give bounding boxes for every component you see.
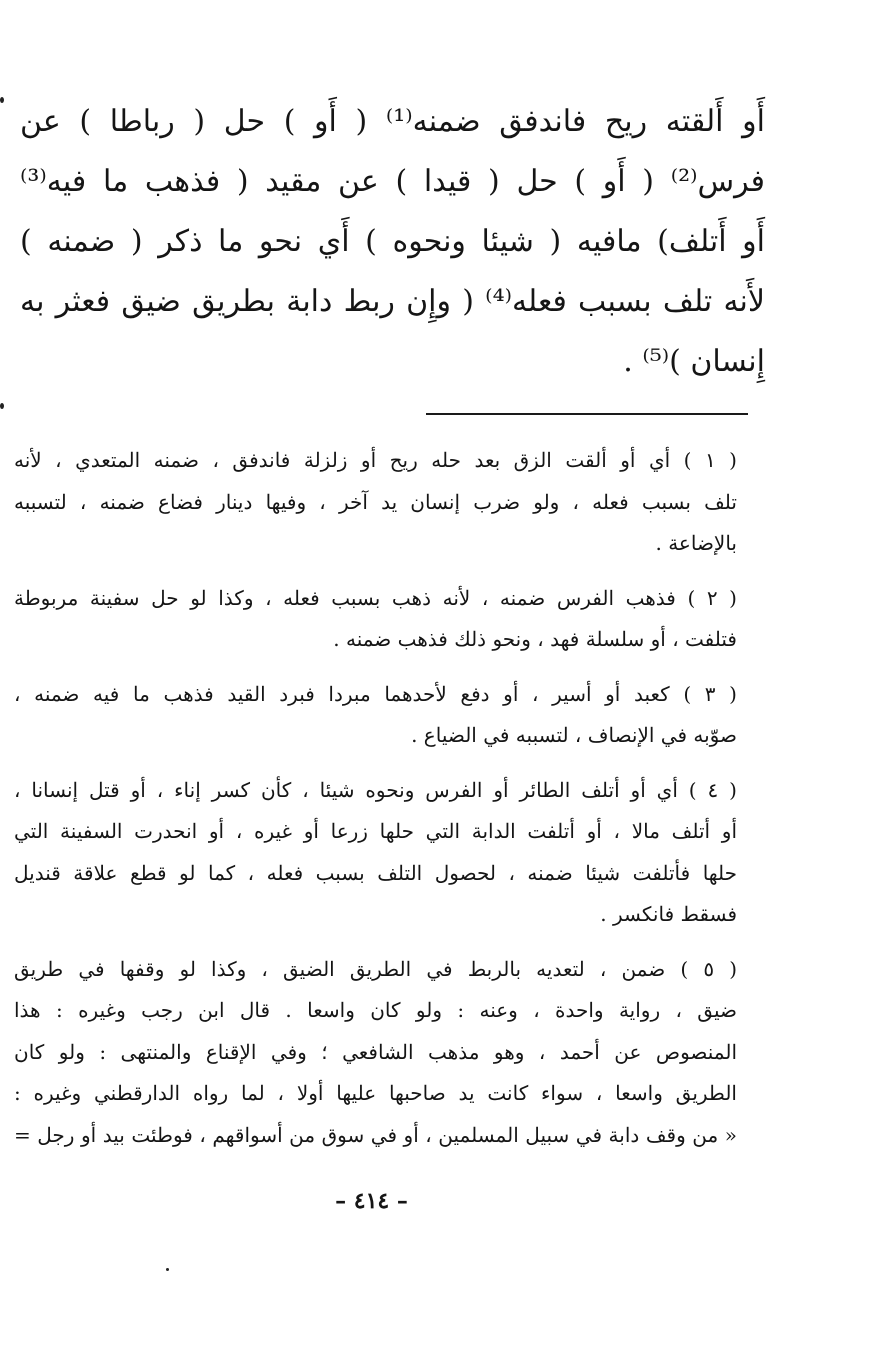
footnote-line: ( ٣ ) كعبد أو أسير ، أو دفع لأحدهما مبردا فبرد القيد فذهب ما فيه ضمنه ، bbox=[14, 681, 737, 706]
footnote-line: ( ٥ ) ضمن ، لتعديه بالربط في الطريق الضيق ، وكذا لو وقفها في طريق bbox=[14, 956, 738, 981]
footnote-line: فسقط فانكسر . bbox=[600, 902, 737, 926]
footnote-line: حلها فأتلفت شيئا ضمنه ، لحصول التلف بسبب فعله ، كما لو قطع علاقة قنديل bbox=[14, 860, 737, 885]
footnote-1 bbox=[14, 440, 737, 565]
footnote-line: ( ٢ ) فذهب الفرس ضمنه ، لأنه ذهب بسبب فعله ، وكذا لو حل سفينة مربوطة bbox=[14, 585, 737, 610]
scan-speck bbox=[0, 97, 4, 103]
footnote-line: الطريق واسعا ، سواء كانت يد صاحبها عليها أولا ، لما رواه الدارقطني وغيره : bbox=[14, 1081, 737, 1105]
footnote-line: بالإضاعة . bbox=[655, 531, 737, 555]
scan-speck bbox=[166, 1268, 169, 1271]
footnote-line: المنصوص عن أحمد ، وهو مذهب الشافعي ؛ وفي الإقناع والمنتهى : ولو كان bbox=[14, 1039, 737, 1064]
main-text-line: أَو أَلقته ريح فاندفق ضمنه⁽¹⁾ ( أَو ) حل ( رباطا ) عن bbox=[20, 104, 765, 139]
footnote-line: ( ١ ) أي أو ألقت الزق بعد حله ريح أو زلزلة فاندفق ، ضمنه المتعدي ، لأنه bbox=[14, 448, 737, 472]
main-text-line: لأَنه تلف بسبب فعله⁽⁴⁾ ( وإِن ربط دابة بطريق ضيق فعثر به bbox=[20, 284, 766, 319]
footnote-line: « من وقف دابة في سبيل المسلمين ، أو في سوق من أسواقهم ، فوطئت بيد أو رجل = bbox=[14, 1122, 737, 1147]
main-body-text bbox=[20, 92, 765, 392]
footnote-line: ضيق ، رواية واحدة ، وعنه : ولو كان واسعا . قال ابن رجب وغيره : هذا bbox=[14, 998, 737, 1022]
footnote-line: تلف بسبب فعله ، ولو ضرب إنسان يد آخر ، وفيها دينار فضاع ضمنه ، لتسببه bbox=[14, 489, 737, 514]
footnote-5 bbox=[14, 949, 737, 1157]
footnotes-section bbox=[14, 440, 737, 1169]
footnote-2 bbox=[14, 578, 737, 661]
footnote-line: ( ٤ ) أي أو أتلف الطائر أو الفرس ونحوه شيئا ، كأن كسر إناء ، أو قتل إنسانا ، bbox=[14, 777, 737, 802]
scan-speck bbox=[0, 403, 4, 409]
footnote-3 bbox=[14, 674, 737, 757]
main-text-line: إِنسان )⁽⁵⁾ . bbox=[623, 344, 765, 379]
footnote-line: أو أتلف مالا ، أو أتلفت الدابة التي حلها زرعا أو غيره ، أو انحدرت السفينة التي bbox=[14, 819, 737, 843]
main-text-line: فرس⁽²⁾ ( أَو ) حل ( قيدا ) عن مقيد ( فذهب ما فيه⁽³⁾ bbox=[20, 164, 765, 199]
main-text-line: أَو أَتلف) مافيه ( شيئا ونحوه ) أَي نحو ما ذكر ( ضمنه ) bbox=[20, 224, 765, 259]
footnote-line: فتلفت ، أو سلسلة فهد ، ونحو ذلك فذهب ضمنه . bbox=[333, 627, 737, 651]
page-number: – ٤١٤ – bbox=[335, 1188, 408, 1214]
footnote-divider bbox=[426, 413, 748, 415]
footnote-line: صوّبه في الإنصاف ، لتسببه في الضياع . bbox=[411, 723, 737, 747]
footnote-4 bbox=[14, 770, 737, 936]
